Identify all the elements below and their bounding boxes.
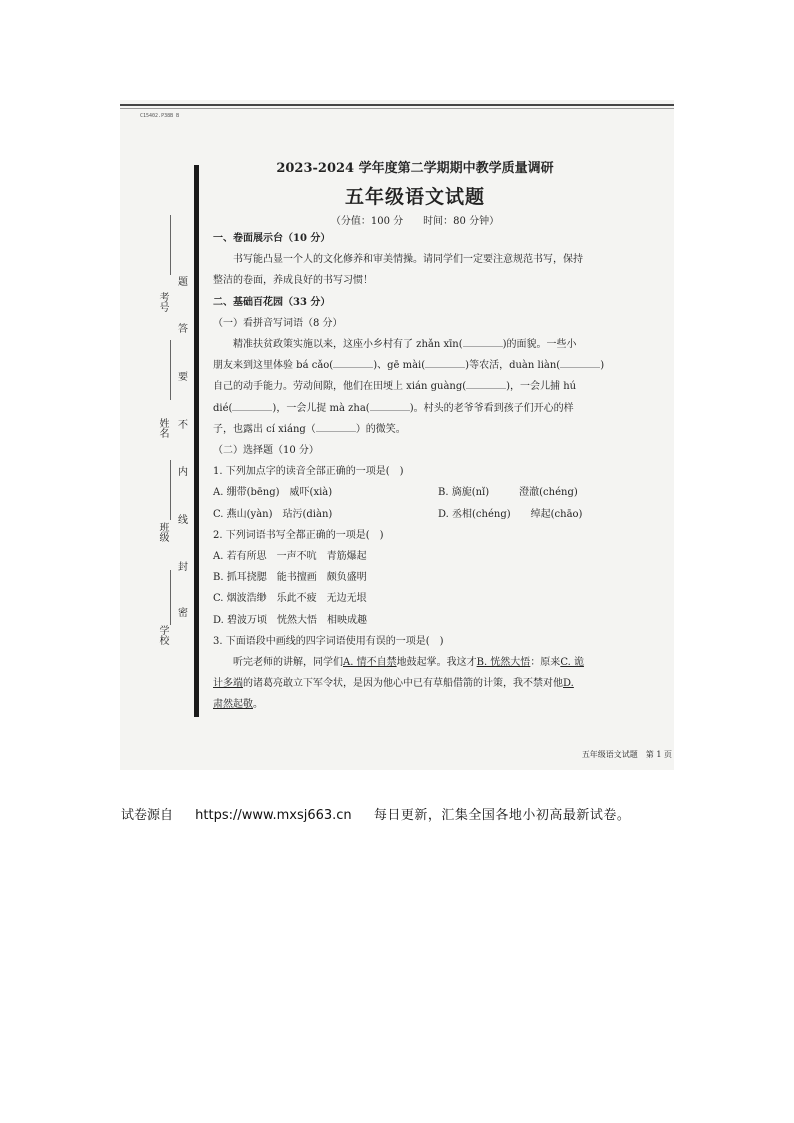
answer-blank[interactable] [466,379,506,389]
option-a[interactable]: A. 若有所思 一声不吭 青筋爆起 [213,551,367,563]
seal-char: 要 [178,372,188,383]
seal-char: 答 [178,324,188,335]
exam-number-label: 考号 [157,292,168,312]
seal-char: 密 [178,608,188,619]
answer-blank[interactable] [232,401,272,411]
option-a[interactable]: A. 绷带(bēng) 威吓(xià) [213,487,333,499]
question-1: 1. 下列加点字的读音全部正确的一项是( ) [213,466,404,478]
question-3-passage: 计多端的诸葛亮敢立下军令状，是因为他心中已有草船借箭的计策，我不禁对他D. [213,678,574,690]
question-1-options [213,482,615,503]
top-rule-thin [120,108,674,109]
question-3: 3. 下面语段中画线的四字词语使用有误的一项是( ) [213,635,444,647]
name-line [170,340,171,400]
school-line [170,570,171,625]
option-c[interactable]: C. 烟波浩缈 乐此不疲 无边无垠 [213,593,367,605]
exam-subtitle: 五年级语文试题 [344,186,485,208]
part-2-title: （二）选择题（10 分） [213,445,319,457]
question-2: 2. 下列词语书写全都正确的一项是( ) [213,529,384,541]
pinyin-line: 子，也露出 cí xiáng（ ）的微笑。 [213,423,406,435]
seal-char: 封 [178,562,188,573]
answer-blank[interactable] [463,337,503,347]
exam-body [213,228,615,716]
top-rule [120,104,674,106]
class-label: 班级 [157,522,168,542]
source-text: 每日更新，汇集全国各地小初高最新试卷。 [373,808,631,823]
option-c[interactable]: C. 燕山(yàn) 玷污(diàn) [213,508,333,520]
source-label: 试卷源自 [121,808,174,823]
source-line [121,804,681,823]
pinyin-line: 精准扶贫政策实施以来，这座小乡村有了 zhǎn xīn( )的面貌。一些小 [233,339,577,351]
page-footer: 五年级语文试题 第 1 页 [581,750,672,759]
seal-char: 线 [178,515,188,526]
seal-char: 内 [178,467,188,478]
option-b[interactable]: B. 旖旎(nǐ) 澄澈(chéng) [438,487,578,499]
section-2-title: 二、基础百花园（33 分） [213,296,331,308]
option-d[interactable]: D. 碧波万顷 恍然大悟 相映成趣 [213,614,368,626]
part-1-title: （一）看拼音写词语（8 分） [213,317,343,329]
answer-blank[interactable] [560,358,600,368]
exam-meta: （分值：100 分 时间：80 分钟） [330,216,500,227]
binding-line [194,165,199,717]
pinyin-line: 自己的动手能力。劳动间隙，他们在田埂上 xián guàng( )，一会儿捕 hú [213,381,577,393]
seal-char: 题 [178,277,188,288]
section-1-line: 书写能凸显一个人的文化修养和审美情操。请同学们一定要注意规范书写，保持 [233,254,583,266]
option-b[interactable]: B. 抓耳挠腮 能书擅画 颇负盛明 [213,572,367,584]
school-label: 学校 [157,625,168,645]
question-3-passage: 肃然起敬。 [213,699,263,711]
section-1-title: 一、卷面展示台（10 分） [213,233,331,244]
pinyin-line: dié( )，一会儿捉 mà zha( )。村头的老爷爷看到孩子们开心的样 [213,402,574,414]
answer-blank[interactable] [425,358,465,368]
question-1-options [213,504,615,525]
answer-blank[interactable] [316,422,356,432]
section-1-line: 整洁的卷面，养成良好的书写习惯！ [213,275,373,287]
seal-char: 不 [178,420,188,431]
source-url[interactable]: https://www.mxsj663.cn [195,808,352,823]
class-line [170,460,171,520]
exam-title: 2023-2024 学年度第二学期期中教学质量调研 [276,161,554,176]
name-label: 姓名 [157,418,168,438]
exam-number-line [170,215,171,275]
question-3-passage: 听完老师的讲解，同学们A. 情不自禁地鼓起掌。我这才B. 恍然大悟：原来C. 诡 [233,657,584,669]
scan-code: C15402.P38B B [140,113,180,119]
answer-blank[interactable] [370,401,410,411]
pinyin-line: 朋友来到这里体验 bá cǎo( )、gē mài( )等农活，duàn liàn( ) [213,360,605,372]
answer-blank[interactable] [333,358,373,368]
option-d[interactable]: D. 丞相(chéng) 绰起(chāo) [438,508,583,520]
